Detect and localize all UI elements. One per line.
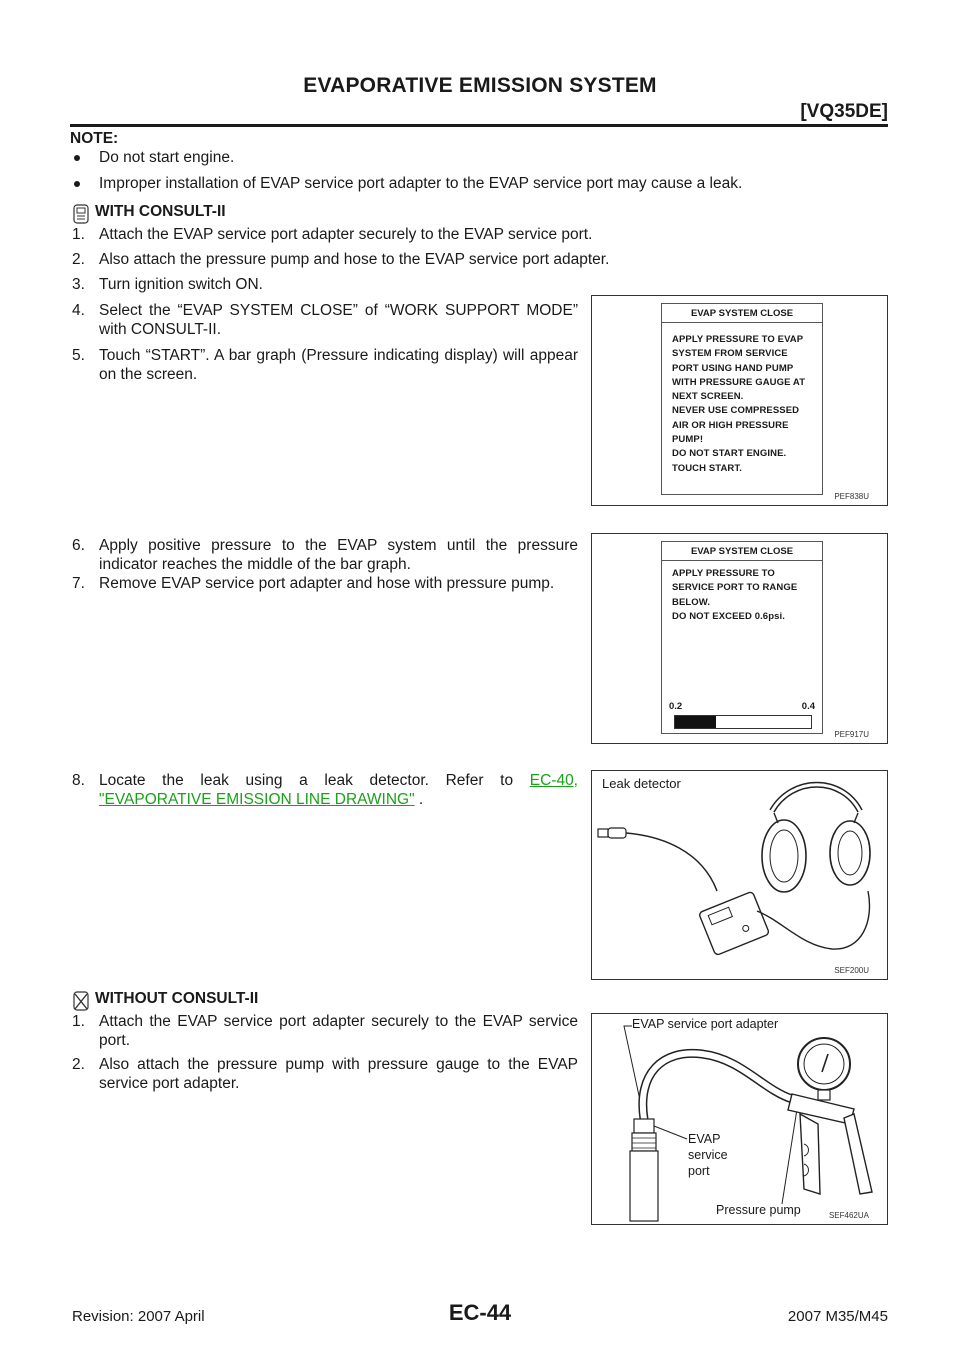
range-low-label: 0.2	[669, 701, 683, 712]
label-pump: Pressure pump	[716, 1203, 801, 1217]
screen-line: TOUCH START.	[672, 462, 742, 474]
consult-screen	[661, 541, 823, 734]
screen-line: DO NOT EXCEED 0.6psi.	[672, 610, 785, 622]
step-text: Attach the EVAP service port adapter securely to the EVAP service port.	[99, 226, 593, 243]
pump-illustration	[592, 1014, 887, 1224]
label-adapter: EVAP service port adapter	[632, 1017, 779, 1031]
consult-step-1	[72, 225, 872, 244]
step-number: 4.	[72, 302, 85, 319]
figure-label: Leak detector	[602, 776, 681, 791]
step-number: 1.	[72, 1013, 85, 1030]
step-number: 6.	[72, 537, 85, 554]
bullet-dot	[74, 155, 80, 161]
consult-step-7	[72, 574, 578, 593]
figure-evap-close-screen-1	[591, 295, 888, 506]
note-bullet-2: Improper installation of EVAP service port adapter to the EVAP service port may cause a leak.	[99, 175, 743, 192]
page-number: EC-44	[448, 1300, 512, 1325]
step-text: Select the “EVAP SYSTEM CLOSE” of “WORK SUPPORT MODE” with CONSULT-II.	[99, 302, 578, 338]
consult-step-3	[72, 275, 872, 294]
page-title: EVAPORATIVE EMISSION SYSTEM	[303, 74, 657, 97]
no-tester-icon	[72, 990, 90, 1012]
screen-header: EVAP SYSTEM CLOSE	[662, 542, 822, 561]
screen-line: SYSTEM FROM SERVICE	[672, 348, 788, 360]
note-label: NOTE:	[70, 130, 119, 147]
pressure-bar-graph	[674, 715, 812, 729]
no-consult-heading: WITHOUT CONSULT-II	[95, 990, 259, 1007]
consult-step-8	[72, 771, 578, 809]
figure-code: PEF917U	[834, 730, 869, 739]
step-number: 2.	[72, 251, 85, 268]
screen-line: WITH PRESSURE GAUGE AT	[672, 376, 806, 388]
screen-instructions	[662, 561, 822, 624]
step-text	[72, 771, 578, 809]
screen-instructions	[662, 323, 822, 476]
step-text: Apply positive pressure to the EVAP system until the pressure indicator reaches the middle of the bar graph.	[99, 537, 578, 573]
step-text: Attach the EVAP service port adapter securely to the EVAP service port.	[99, 1013, 578, 1049]
step-text: Turn ignition switch ON.	[99, 276, 263, 293]
screen-line: AIR OR HIGH PRESSURE	[672, 419, 789, 431]
step-number: 2.	[72, 1056, 85, 1073]
label-line: service	[688, 1148, 728, 1162]
ref-link-evap-line-drawing[interactable]: EC-40, "EVAPORATIVE EMISSION LINE DRAWING"	[99, 772, 578, 808]
consult-screen	[661, 303, 823, 495]
step-text: Also attach the pressure pump and hose to the EVAP service port adapter.	[99, 251, 610, 268]
screen-line: BELOW.	[672, 596, 711, 608]
footer-model: 2007 M35/M45	[787, 1308, 888, 1325]
figure-evap-close-screen-2	[591, 533, 888, 744]
screen-line: SERVICE PORT TO RANGE	[672, 582, 798, 594]
screen-line: APPLY PRESSURE TO EVAP	[672, 334, 804, 345]
range-high-label: 0.4	[801, 701, 815, 712]
consult-tester-icon	[72, 203, 90, 225]
screen-line: PORT USING HAND PUMP	[672, 362, 794, 374]
bullet-dot	[74, 181, 80, 187]
figure-code: SEF462UA	[828, 1211, 869, 1220]
consult-step-6	[72, 536, 578, 574]
step-text-after: .	[414, 791, 424, 808]
step-number: 3.	[72, 276, 85, 293]
pressure-bar-fill	[675, 716, 716, 728]
no-consult-step-2	[72, 1055, 578, 1093]
screen-line: NEVER USE COMPRESSED	[672, 405, 800, 417]
figure-code: SEF200U	[834, 966, 869, 975]
leak-detector-illustration	[592, 771, 887, 979]
figure-pressure-pump	[591, 1013, 888, 1225]
consult-step-4	[72, 301, 578, 339]
step-number: 7.	[72, 575, 85, 592]
step-number: 1.	[72, 226, 85, 243]
label-line: port	[688, 1164, 710, 1178]
screen-header: EVAP SYSTEM CLOSE	[662, 304, 822, 323]
step-number: 5.	[72, 347, 85, 364]
note-bullet-1: Do not start engine.	[99, 149, 235, 166]
header-rule	[70, 124, 888, 127]
consult-heading: WITH CONSULT-II	[95, 203, 226, 220]
screen-line: PUMP!	[672, 434, 704, 446]
screen-line: APPLY PRESSURE TO	[672, 568, 775, 579]
step-text-before: Locate the leak using a leak detector. Refer to	[99, 772, 530, 789]
footer-revision: Revision: 2007 April	[72, 1308, 205, 1325]
engine-code: [VQ35DE]	[800, 101, 888, 122]
label-line: EVAP	[688, 1132, 721, 1146]
consult-step-5	[72, 346, 578, 384]
figure-leak-detector	[591, 770, 888, 980]
step-number: 8.	[72, 772, 85, 789]
step-text: Also attach the pressure pump with pressure gauge to the EVAP service port adapter.	[99, 1056, 578, 1092]
no-consult-step-1	[72, 1012, 578, 1050]
screen-line: DO NOT START ENGINE.	[672, 448, 787, 460]
consult-step-2	[72, 250, 872, 269]
step-text: Remove EVAP service port adapter and hose with pressure pump.	[99, 575, 555, 592]
screen-line: NEXT SCREEN.	[672, 391, 744, 403]
figure-code: PEF838U	[834, 492, 869, 501]
step-text: Touch “START”. A bar graph (Pressure indicating display) will appear on the screen.	[99, 347, 578, 383]
